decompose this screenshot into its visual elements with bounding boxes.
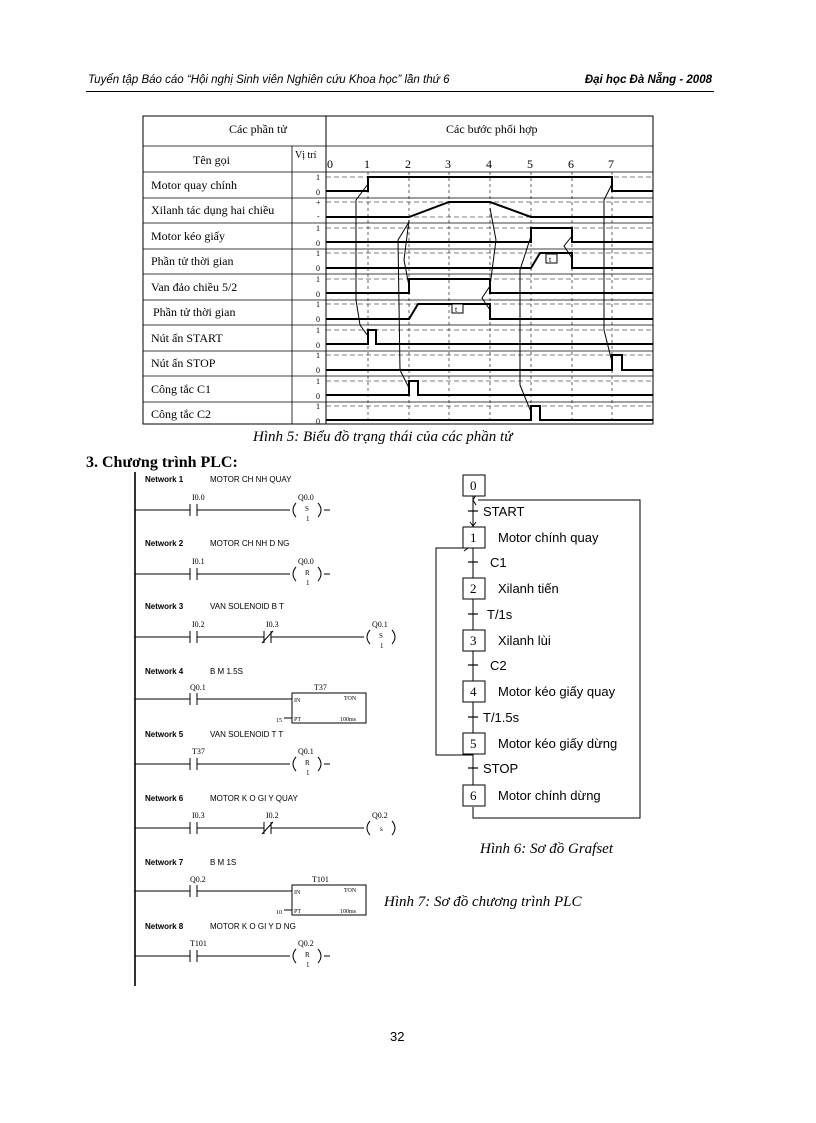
pos-top: 1: [316, 275, 320, 284]
pos-bot: 0: [316, 417, 320, 426]
contact-address: I0.0: [192, 493, 205, 502]
grafset-step-1: [463, 527, 599, 548]
network-1: [135, 475, 330, 523]
grafset-step-0: [463, 475, 485, 496]
coil-address: Q0.2: [372, 811, 388, 820]
row-label: Motor quay chính: [151, 178, 237, 192]
pos-bot: 0: [316, 341, 320, 350]
trace-c1: [326, 381, 653, 395]
row-label: Phần tử thời gian: [151, 254, 234, 268]
step-action: Motor kéo giấy quay: [498, 684, 616, 699]
coil: [293, 567, 296, 581]
network-desc: B M 1.5S: [210, 667, 243, 676]
pos-header: Vị trí: [295, 150, 317, 161]
timer-in: IN: [294, 890, 301, 896]
contact-address: Q0.1: [190, 683, 206, 692]
contact-address: T101: [190, 939, 207, 948]
timer-pt: PT: [294, 909, 302, 915]
trace-stop: [326, 355, 653, 370]
timer-address: T101: [312, 875, 329, 884]
timer-box-2: [452, 304, 463, 314]
trace-start: [326, 330, 653, 344]
page-number: 32: [390, 1029, 405, 1044]
row-label: Xilanh tác dụng hai chiều: [151, 203, 275, 217]
step-action: Motor chính dừng: [498, 788, 601, 803]
step-action: Xilanh lùi: [498, 633, 551, 648]
timer-box-1: [546, 254, 557, 264]
pos-top: 1: [316, 249, 320, 258]
network-5: [135, 730, 330, 777]
state-diagram-figure: [0, 0, 816, 430]
figure-6-caption: Hình 6: Sơ đồ Grafset: [480, 841, 614, 857]
pos-bot: 0: [316, 392, 320, 401]
pos-bot: 0: [316, 366, 320, 375]
pos-bot: 0: [316, 290, 320, 299]
timer-preset: 15: [276, 718, 282, 724]
network-3: [135, 602, 395, 650]
coil-address: Q0.0: [298, 493, 314, 502]
link-timer1-motor-keo: [564, 236, 572, 258]
link-timer2-van: [482, 286, 490, 310]
link-c1-xilanh: [398, 222, 409, 388]
grafset-steps: [463, 475, 617, 806]
step-num: 5: [527, 157, 533, 171]
network-desc: B M 1S: [210, 858, 237, 867]
transition-label: T/1.5s: [483, 710, 520, 725]
coil: [293, 757, 296, 771]
network-desc: MOTOR K O GI Y QUAY: [210, 794, 298, 803]
contact-address: I0.2: [192, 620, 205, 629]
coil-type: R: [305, 569, 310, 577]
grafset-step-4: [463, 681, 616, 702]
coil-type: S: [379, 632, 383, 640]
network-7: [135, 858, 366, 916]
network-6: [135, 794, 395, 835]
pos-top: 1: [316, 224, 320, 233]
timer-resolution: 100ms: [340, 717, 357, 723]
timer-in: IN: [294, 698, 301, 704]
network-title: Network 4: [145, 667, 184, 676]
network-title: Network 2: [145, 539, 184, 548]
contact-address: I0.3: [192, 811, 205, 820]
pos-top: +: [316, 198, 321, 207]
network-title: Network 7: [145, 858, 184, 867]
timer-label: t: [549, 255, 552, 264]
link-start-motor: [356, 184, 368, 336]
step-number: 6: [470, 788, 477, 803]
row-position-values: [316, 173, 321, 426]
network-desc: VAN SOLENOID T T: [210, 730, 284, 739]
step-number: 2: [470, 581, 477, 596]
pos-top: 1: [316, 402, 320, 411]
network-desc: MOTOR CH NH QUAY: [210, 475, 292, 484]
col2-header: Các bước phối hợp: [446, 122, 538, 136]
coil-count: 1: [306, 961, 310, 969]
trace-c2: [326, 406, 653, 420]
running-header-university: Đại học Đà Nẵng - 2008: [584, 74, 712, 86]
network-desc: MOTOR K O GI Y D NG: [210, 922, 296, 931]
link-c2-motor-keo: [520, 236, 531, 412]
timer-label: t: [455, 305, 458, 314]
network-desc: VAN SOLENOID B T: [210, 602, 284, 611]
row-label: Nút ấn START: [151, 331, 223, 345]
section-title: 3. Chương trình PLC:: [86, 454, 238, 471]
step-action: Motor chính quay: [498, 530, 599, 545]
interaction-lines: [356, 184, 612, 412]
contact-address: I0.2: [266, 811, 279, 820]
coil-type: R: [305, 759, 310, 767]
coil-address: Q0.2: [298, 939, 314, 948]
step-action: Xilanh tiến: [498, 581, 559, 596]
network-title: Network 6: [145, 794, 184, 803]
step-num: 0: [327, 157, 333, 171]
link-stop-motor: [604, 184, 612, 362]
step-number: 0: [470, 478, 477, 493]
network-title: Network 1: [145, 475, 184, 484]
pos-top: 1: [316, 377, 320, 386]
pos-top: 1: [316, 300, 320, 309]
timer-pt: PT: [294, 717, 302, 723]
step-num: 7: [608, 157, 614, 171]
step-action: Motor kéo giấy dừng: [498, 736, 618, 751]
timer-preset: 10: [276, 910, 282, 916]
coil-count: 1: [306, 769, 310, 777]
row-label: Phần tử thời gian: [153, 305, 236, 319]
figure-5-caption: Hình 5: Biểu đồ trạng thái của các phần tử: [253, 429, 513, 445]
pos-bot: -: [317, 212, 320, 221]
coil-count: 1: [380, 642, 384, 650]
network-4: [135, 667, 366, 724]
step-number: 4: [470, 684, 477, 699]
coil-type: S: [305, 505, 309, 513]
coil-count: 1: [306, 579, 310, 587]
coil-address: Q0.0: [298, 557, 314, 566]
row-label: Công tắc C2: [151, 407, 211, 421]
timer-type: TON: [344, 888, 357, 894]
network-8: [135, 922, 330, 969]
transition-label: T/1s: [487, 607, 513, 622]
ladder-diagram-figure: [0, 470, 420, 1000]
transition-label: C1: [490, 555, 507, 570]
pos-bot: 0: [316, 239, 320, 248]
grafset-step-6: [463, 785, 601, 806]
step-number: 3: [470, 633, 477, 648]
row-label: Nút ấn STOP: [151, 356, 216, 370]
step-num: 3: [445, 157, 451, 171]
step-number-row: [327, 157, 614, 171]
step-num: 4: [486, 157, 492, 171]
grafset-figure: [420, 468, 660, 828]
network-desc: MOTOR CH NH D NG: [210, 539, 290, 548]
contact-address: I0.3: [266, 620, 279, 629]
network-title: Network 3: [145, 602, 184, 611]
row-labels: [151, 178, 274, 421]
coil: [293, 503, 296, 517]
step-num: 6: [568, 157, 574, 171]
row-label: Motor kéo giấy: [151, 229, 225, 243]
pos-bot: 0: [316, 188, 320, 197]
coil-count: 1: [306, 515, 310, 523]
coil: [293, 949, 296, 963]
trace-motor-quay-chinh: [326, 177, 653, 191]
row-label: Công tắc C1: [151, 382, 211, 396]
contact-address: T37: [192, 747, 205, 756]
grafset-step-2: [463, 578, 559, 599]
network-title: Network 5: [145, 730, 184, 739]
pos-top: 1: [316, 326, 320, 335]
pos-top: 1: [316, 351, 320, 360]
col1-header: Các phần tử: [229, 122, 287, 136]
timer-type: TON: [344, 696, 357, 702]
running-header-title: Tuyển tập Báo cáo “Hội nghị Sinh viên Nghiên cứu Khoa học” lần thứ 6: [88, 74, 450, 86]
transition-label: STOP: [483, 761, 519, 776]
step-number: 5: [470, 736, 477, 751]
step-number: 1: [470, 530, 477, 545]
timer-address: T37: [314, 683, 327, 692]
contact-address: Q0.2: [190, 875, 206, 884]
coil: [367, 821, 370, 835]
coil-type: R: [305, 951, 310, 959]
network-2: [135, 539, 330, 587]
grafset-step-5: [463, 733, 617, 754]
coil: [367, 630, 370, 644]
transition-label: START: [483, 504, 525, 519]
timer-resolution: 100ms: [340, 909, 357, 915]
network-title: Network 8: [145, 922, 184, 931]
coil-address: Q0.1: [298, 747, 314, 756]
pos-bot: 0: [316, 264, 320, 273]
pos-bot: 0: [316, 315, 320, 324]
coil-type: s: [380, 825, 383, 833]
name-header: Tên gọi: [193, 153, 230, 167]
coil-address: Q0.1: [372, 620, 388, 629]
contact-address: I0.1: [192, 557, 205, 566]
transition-label: C2: [490, 658, 507, 673]
step-num: 2: [405, 157, 411, 171]
step-num: 1: [364, 157, 370, 171]
pos-top: 1: [316, 173, 320, 182]
figure-7-caption: Hình 7: Sơ đồ chương trình PLC: [384, 894, 582, 910]
row-label: Van đảo chiều 5/2: [151, 280, 238, 294]
grafset-step-3: [463, 630, 551, 651]
